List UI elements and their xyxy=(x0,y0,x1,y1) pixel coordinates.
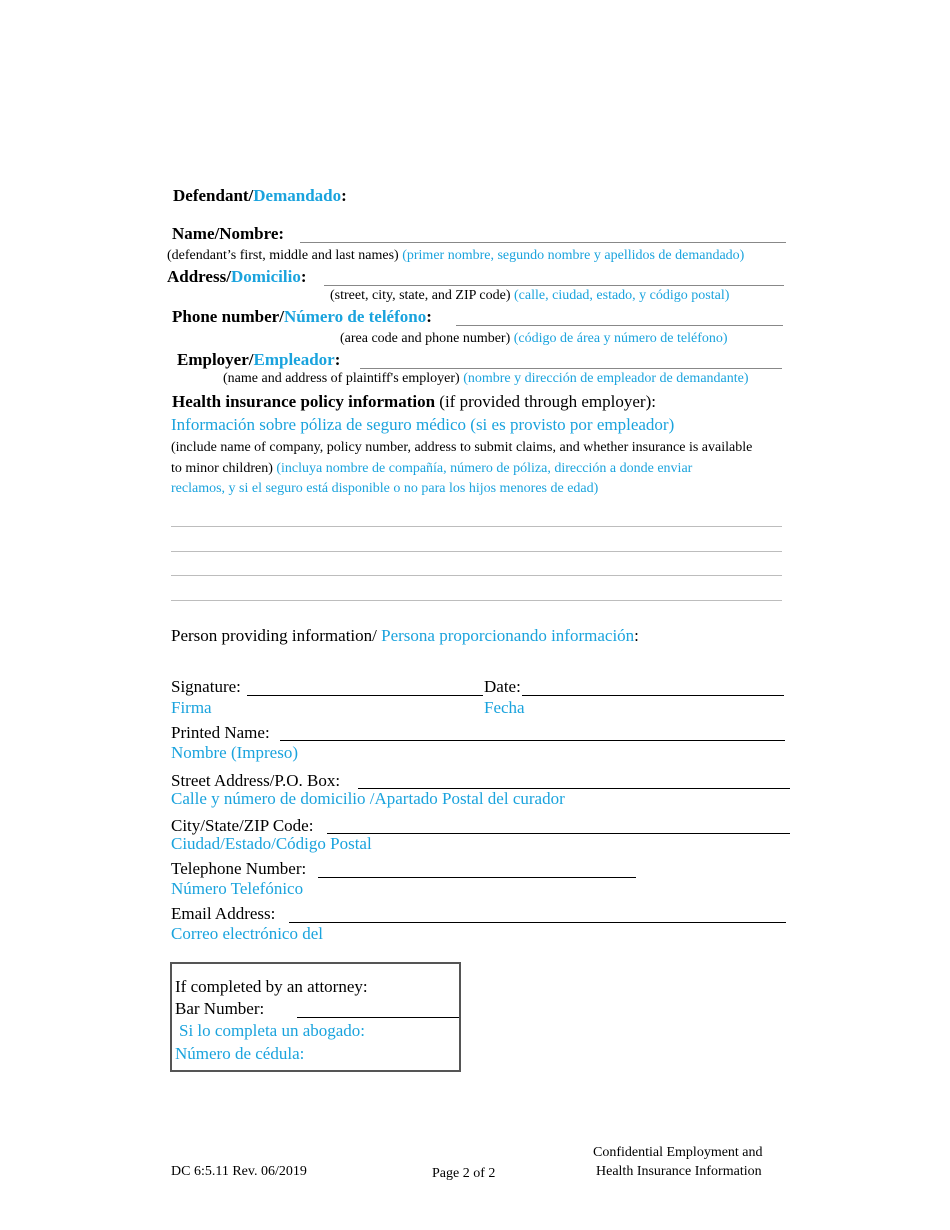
city-field[interactable] xyxy=(327,833,790,834)
email-field[interactable] xyxy=(289,922,786,923)
insurance-note-line2: to minor children) (incluya nombre de compañía, número de póliza, dirección a donde enviar xyxy=(171,461,693,476)
address-label: Address/Domicilio: xyxy=(167,267,307,286)
email-label-es: Correo electrónico del xyxy=(171,924,323,943)
attorney-bar-label-es: Número de cédula: xyxy=(175,1044,305,1063)
address-field[interactable] xyxy=(324,285,784,286)
street-label: Street Address/P.O. Box: xyxy=(171,771,341,790)
city-label: City/State/ZIP Code: xyxy=(171,816,314,835)
address-hint: (street, city, state, and ZIP code) (calle, ciudad, estado, y código postal) xyxy=(330,288,730,303)
name-field[interactable] xyxy=(300,242,786,243)
telephone-field[interactable] xyxy=(318,877,636,878)
street-label-es: Calle y número de domicilio /Apartado Postal del curador xyxy=(171,789,565,808)
insurance-note-line1: (include name of company, policy number, address to submit claims, and whether insurance is available xyxy=(171,440,753,455)
city-label-es: Ciudad/Estado/Código Postal xyxy=(171,834,372,853)
signature-label: Signature: xyxy=(171,677,241,696)
printed-name-label-es: Nombre (Impreso) xyxy=(171,743,298,762)
insurance-note-line3: reclamos, y si el seguro está disponible o no para los hijos menores de edad) xyxy=(171,481,599,496)
form-id: DC 6:5.11 Rev. 06/2019 xyxy=(171,1164,307,1179)
attorney-bar-label: Bar Number: xyxy=(175,999,265,1018)
date-label-es: Fecha xyxy=(484,698,525,717)
name-hint: (defendant’s first, middle and last names) (primer nombre, segundo nombre y apellidos de demandado) xyxy=(167,248,745,263)
insurance-heading: Health insurance policy information (if provided through employer): xyxy=(172,392,656,411)
provider-heading: Person providing information/ Persona proporcionando información: xyxy=(171,626,639,645)
bar-number-field[interactable] xyxy=(297,1017,459,1018)
signature-field[interactable] xyxy=(247,695,483,696)
name-label: Name/Nombre: xyxy=(172,224,285,243)
signature-label-es: Firma xyxy=(171,698,212,717)
employer-field[interactable] xyxy=(360,368,782,369)
insurance-heading-es: Información sobre póliza de seguro médico (si es provisto por empleador) xyxy=(171,415,675,434)
insurance-line-1[interactable] xyxy=(171,526,782,527)
footer-title-line2: Health Insurance Information xyxy=(596,1164,762,1179)
footer-title-line1: Confidential Employment and xyxy=(593,1145,763,1160)
phone-label: Phone number/Número de teléfono: xyxy=(172,307,432,326)
printed-name-label: Printed Name: xyxy=(171,723,270,742)
telephone-label-es: Número Telefónico xyxy=(171,879,304,898)
printed-name-field[interactable] xyxy=(280,740,785,741)
insurance-line-4[interactable] xyxy=(171,600,782,601)
page-number: Page 2 of 2 xyxy=(432,1166,496,1181)
defendant-heading: Defendant/Demandado: xyxy=(173,186,347,205)
insurance-line-3[interactable] xyxy=(171,575,782,576)
insurance-line-2[interactable] xyxy=(171,551,782,552)
date-label: Date: xyxy=(484,677,521,696)
attorney-line1-es: Si lo completa un abogado: xyxy=(179,1021,366,1040)
phone-field[interactable] xyxy=(456,325,783,326)
employer-hint: (name and address of plaintiff's employer) (nombre y dirección de empleador de demandante) xyxy=(223,371,749,386)
phone-hint: (area code and phone number) (código de área y número de teléfono) xyxy=(340,331,728,346)
attorney-line1: If completed by an attorney: xyxy=(175,977,368,996)
date-field[interactable] xyxy=(522,695,784,696)
email-label: Email Address: xyxy=(171,904,276,923)
employer-label: Employer/Empleador: xyxy=(177,350,341,369)
telephone-label: Telephone Number: xyxy=(171,859,307,878)
